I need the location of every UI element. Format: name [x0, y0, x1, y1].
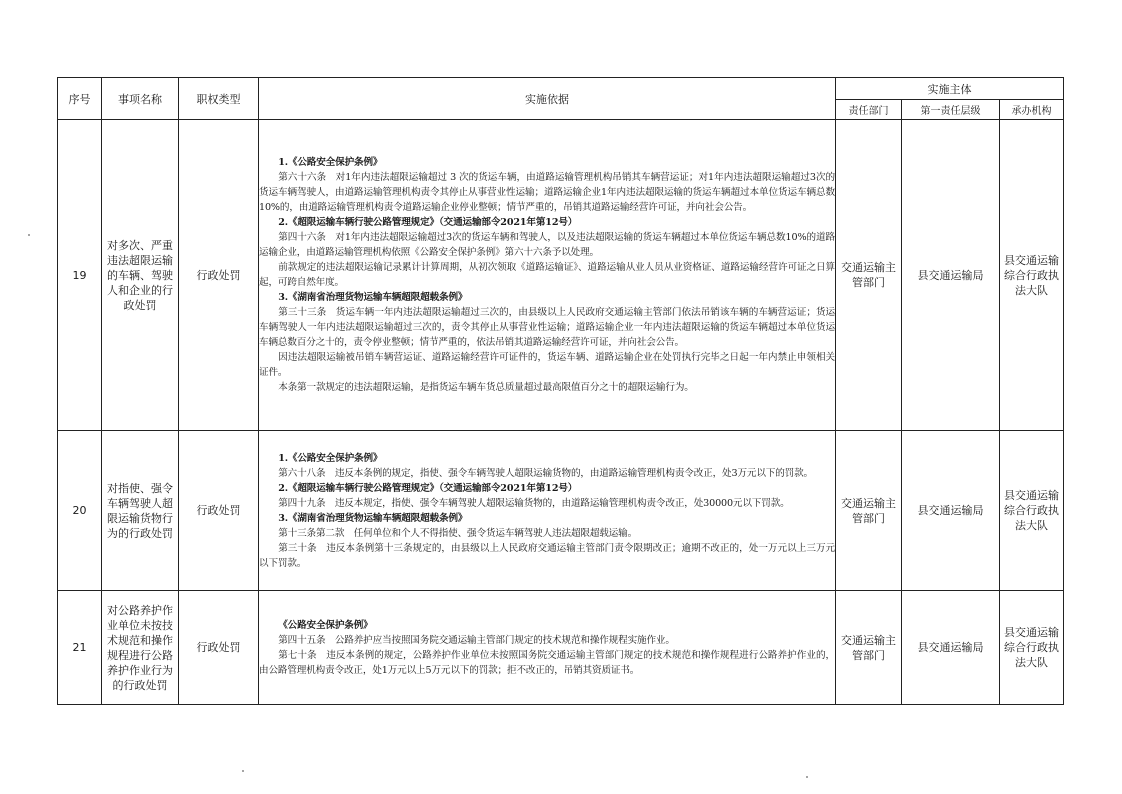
- table-row: [58, 591, 1064, 705]
- basis-article: 第十三条第二款 任何单位和个人不得指使、强令货运车辆驾驶人违法超限超载运输。: [278, 527, 638, 539]
- row-basis: [259, 120, 836, 431]
- basis-law-title: 1.《公路安全保护条例》: [278, 452, 383, 464]
- basis-article: 第三十条 违反本条例第十三条规定的，由县级以上人民政府交通运输主管部门责令限期改正；逾期不改正的，处一万元以上三万元以下罚款。: [259, 542, 835, 569]
- row-level: 县交通运输局: [902, 120, 1000, 431]
- row-level: 县交通运输局: [902, 431, 1000, 591]
- basis-article: 第四十五条 公路养护应当按照国务院交通运输主管部门规定的技术规范和操作规程实施作业。: [278, 634, 675, 646]
- row-item-name: 对指使、强令车辆驾驶人超限运输货物行为的行政处罚: [102, 431, 179, 591]
- row-dept: 交通运输主管部门: [836, 120, 902, 431]
- row-agency: 县交通运输综合行政执法大队: [1000, 431, 1064, 591]
- header-level: 第一责任层级: [902, 100, 1000, 120]
- row-power-type: 行政处罚: [179, 120, 259, 431]
- header-seq: 序号: [58, 78, 102, 120]
- scan-speck: [242, 770, 244, 772]
- header-basis: 实施依据: [259, 78, 836, 120]
- basis-law-title: 1.《公路安全保护条例》: [278, 157, 383, 168]
- basis-law-title: 《公路安全保护条例》: [278, 619, 373, 631]
- row-item-name: 对公路养护作业单位未按技术规范和操作规程进行公路养护作业行为的行政处罚: [102, 591, 179, 705]
- header-power-type: 职权类型: [179, 78, 259, 120]
- row-agency: 县交通运输综合行政执法大队: [1000, 591, 1064, 705]
- scan-speck: [806, 776, 808, 778]
- row-dept: 交通运输主管部门: [836, 591, 902, 705]
- basis-article: 第六十六条 对1年内违法超限运输超过 3 次的货运车辆，由道路运输管理机构吊销其车辆营运证；对1年内违法超限运输超过3次的货运车辆驾驶人，由道路运输管理机构责令其停止从事营业性运输；道路运输企业1年内违法超限运输的货运车辆超过本单位货运车辆总数10%的，由道路运输管理机构责令道路运输企业停业整顿；情节严重的，吊销其道路运输经营许可证，并向社会公告。: [259, 172, 835, 213]
- scan-speck: [28, 234, 30, 236]
- row-basis: [259, 591, 836, 705]
- header-item-name: 事项名称: [102, 78, 179, 120]
- basis-article: 前款规定的违法超限运输记录累计计算周期，从初次领取《道路运输证》、道路运输从业人员从业资格证、道路运输经营许可证之日算起，可跨自然年度。: [259, 262, 835, 288]
- row-power-type: 行政处罚: [179, 431, 259, 591]
- basis-article: 第四十九条 违反本规定，指使、强令车辆驾驶人超限运输货物的，由道路运输管理机构责令改正，处30000元以下罚款。: [278, 497, 790, 509]
- basis-law-title: 3.《湖南省治理货物运输车辆超限超载条例》: [278, 512, 468, 524]
- basis-law-title: 2.《超限运输车辆行驶公路管理规定》（交通运输部令2021年第12号）: [278, 482, 578, 494]
- row-dept: 交通运输主管部门: [836, 431, 902, 591]
- header-dept: 责任部门: [836, 100, 902, 120]
- row-power-type: 行政处罚: [179, 591, 259, 705]
- enforcement-table: [57, 77, 1064, 705]
- basis-article: 第六十八条 违反本条例的规定，指使、强令车辆驾驶人超限运输货物的，由道路运输管理机构责令改正，处3万元以下的罚款。: [278, 467, 813, 479]
- basis-article: 第三十三条 货运车辆一年内违法超限运输超过三次的，由县级以上人民政府交通运输主管部门依法吊销该车辆的车辆营运证；货运车辆驾驶人一年内违法超限运输超过三次的，责令其停止从事营业性运输；道路运输企业一年内违法超限运输的货运车辆超过本单位货运车辆总数百分之十的，责令停业整顿；情节严重的，依法吊销其道路运输经营许可证，并向社会公告。: [259, 307, 835, 348]
- basis-article: 第四十六条 对1年内违法超限运输超过3次的货运车辆和驾驶人，以及违法超限运输的货运车辆超过本单位货运车辆总数10%的道路运输企业，由道路运输管理机构依照《公路安全保护条例》第六十六条予以处理。: [259, 232, 835, 258]
- row-seq: 20: [58, 431, 102, 591]
- row-basis: [259, 431, 836, 591]
- row-agency: 县交通运输综合行政执法大队: [1000, 120, 1064, 431]
- basis-law-title: 2.《超限运输车辆行驶公路管理规定》（交通运输部令2021年第12号）: [278, 217, 578, 228]
- table-row: [58, 431, 1064, 591]
- row-seq: 21: [58, 591, 102, 705]
- basis-article: 第七十条 违反本条例的规定，公路养护作业单位未按照国务院交通运输主管部门规定的技术规范和操作规程进行公路养护作业的，由公路管理机构责令改正，处1万元以上5万元以下的罚款；拒不改正的，吊销其资质证书。: [259, 649, 835, 676]
- basis-article: 本条第一款规定的违法超限运输，是指货运车辆车货总质量超过最高限值百分之十的超限运输行为。: [278, 382, 694, 393]
- basis-article: 因违法超限运输被吊销车辆营运证、道路运输经营许可证件的，货运车辆、道路运输企业在处罚执行完毕之日起一年内禁止申领相关证件。: [259, 352, 835, 378]
- header-agency: 承办机构: [1000, 100, 1064, 120]
- row-level: 县交通运输局: [902, 591, 1000, 705]
- row-item-name: 对多次、严重违法超限运输的车辆、驾驶人和企业的行政处罚: [102, 120, 179, 431]
- row-seq: 19: [58, 120, 102, 431]
- table-row: [58, 120, 1064, 431]
- basis-law-title: 3.《湖南省治理货物运输车辆超限超载条例》: [278, 292, 468, 303]
- header-subject: 实施主体: [836, 78, 1064, 100]
